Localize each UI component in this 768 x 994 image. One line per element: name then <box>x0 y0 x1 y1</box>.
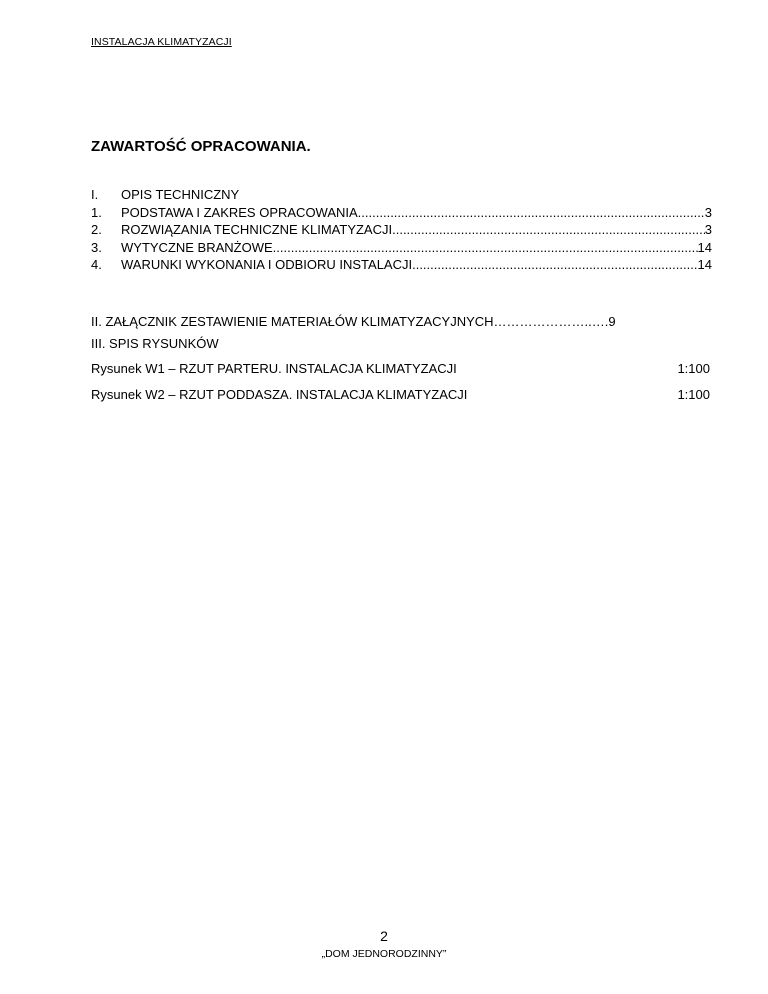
drawing-entry <box>91 387 712 402</box>
toc-entry[interactable] <box>91 221 712 239</box>
drawing-label: Rysunek W1 – RZUT PARTERU. INSTALACJA KLIMATYZACJI <box>91 361 457 376</box>
toc-number: 1. <box>91 204 102 220</box>
drawing-scale: 1:100 <box>677 387 710 402</box>
drawing-label: Rysunek W2 – RZUT PODDASZA. INSTALACJA KLIMATYZACJI <box>91 387 468 402</box>
page-number: 2 <box>380 928 388 944</box>
toc-page-number: 14 <box>697 257 712 272</box>
toc-heading-row <box>91 186 712 204</box>
toc-number: 2. <box>91 222 102 237</box>
toc-label: PODSTAWA I ZAKRES OPRACOWANIA. <box>121 204 362 220</box>
toc-number: 4. <box>91 257 102 272</box>
table-of-contents <box>91 186 712 274</box>
toc-number: I. <box>91 187 99 202</box>
toc-leader-dots <box>361 204 704 222</box>
toc-page-number: 3 <box>704 204 712 220</box>
toc-label: WYTYCZNE BRANŻOWE <box>121 239 273 255</box>
toc-page-number: 3 <box>704 222 712 237</box>
toc-entry[interactable] <box>91 204 712 222</box>
drawings-list-title: III. SPIS RYSUNKÓW <box>91 336 219 351</box>
toc-label: OPIS TECHNICZNY <box>121 187 240 202</box>
running-footer: „DOM JEDNORODZINNY” <box>321 948 447 960</box>
toc-leader-dots <box>273 239 698 257</box>
drawing-scale: 1:100 <box>677 361 710 376</box>
annex-entry: II. ZAŁĄCZNIK ZESTAWIENIE MATERIAŁÓW KLIMATYZACYJNYCH…………………..….9 <box>91 314 616 329</box>
toc-leader-dots <box>396 221 705 239</box>
toc-entry[interactable] <box>91 239 712 257</box>
toc-entry[interactable] <box>91 256 712 274</box>
running-header: INSTALACJA KLIMATYZACJI <box>91 36 232 48</box>
toc-label: ROZWIĄZANIA TECHNICZNE KLIMATYZACJI. <box>121 222 396 237</box>
toc-label: WARUNKI WYKONANIA I ODBIORU INSTALACJI. <box>121 257 416 272</box>
toc-leader-dots <box>416 256 698 274</box>
document-title: ZAWARTOŚĆ OPRACOWANIA. <box>91 138 311 155</box>
drawing-entry <box>91 361 712 376</box>
toc-number: 3. <box>91 239 102 255</box>
toc-page-number: 14 <box>697 239 712 255</box>
